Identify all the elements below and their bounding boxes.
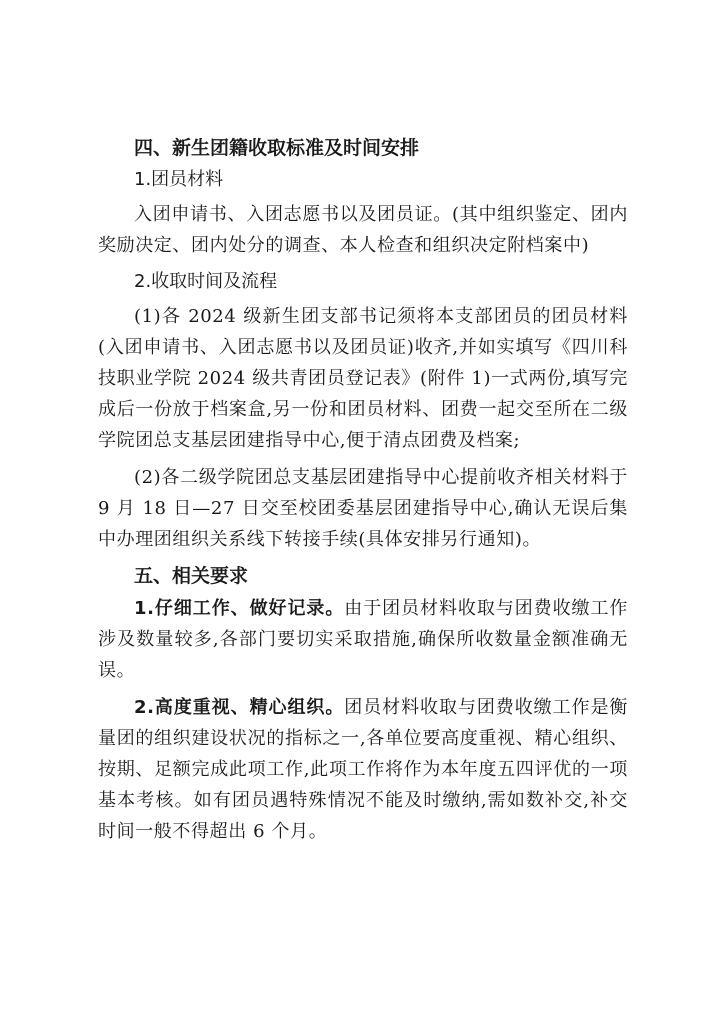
paragraph-process-step-1: (1)各 2024 级新生团支部书记须将本支部团员的团员材料(入团申请书、入团志愿书以及团员证)收齐,并如实填写《四川科技职业学院 2024 级共青团员登记表》(附件 1)一式两份,填写完成后一份放于档案盒,另一份和团员材料、团费一起交至所在二级学院团总支基层团建指导中心,便于清点团费及档案; (98, 306, 628, 451)
requirement-2-text: 团员材料收取与团费收缴工作是衡量团的组织建设状况的指标之一,各单位要高度重视、精心组织、按期、足额完成此项工作,此项工作将作为本年度五四评优的一项基本考核。如有团员遇特殊情况不能及时缴纳,需如数补交,补交时间一般不得超出 6 个月。 (98, 697, 629, 842)
paragraph-requirement-1 (98, 593, 628, 686)
section-4-heading: 四、新生团籍收取标准及时间安排 (134, 137, 420, 159)
requirement-2-lead: 2.高度重视、精心组织。 (134, 697, 345, 718)
paragraph-requirement-2 (98, 692, 628, 847)
requirement-1-lead: 1.仔细工作、做好记录。 (134, 598, 345, 619)
requirement-1-text: 由于团员材料收取与团费收缴工作涉及数量较多,各部门要切实采取措施,确保所收数量金额准确无误。 (98, 598, 629, 681)
subheading-member-materials: 1.团员材料 (134, 169, 224, 190)
section-5-heading: 五、相关要求 (134, 565, 249, 587)
paragraph-member-materials: 入团申请书、入团志愿书以及团员证。(其中组织鉴定、团内奖励决定、团内处分的调查、本人检查和组织决定附档案中) (98, 204, 628, 256)
subheading-collection-process: 2.收取时间及流程 (134, 271, 278, 292)
paragraph-process-step-2: (2)各二级学院团总支基层团建指导中心提前收齐相关材料于 9 月 18 日—27 日交至校团委基层团建指导中心,确认无误后集中办理团组织关系线下转接手续(具体安排另行通知)。 (98, 467, 628, 550)
document-page (98, 133, 628, 853)
